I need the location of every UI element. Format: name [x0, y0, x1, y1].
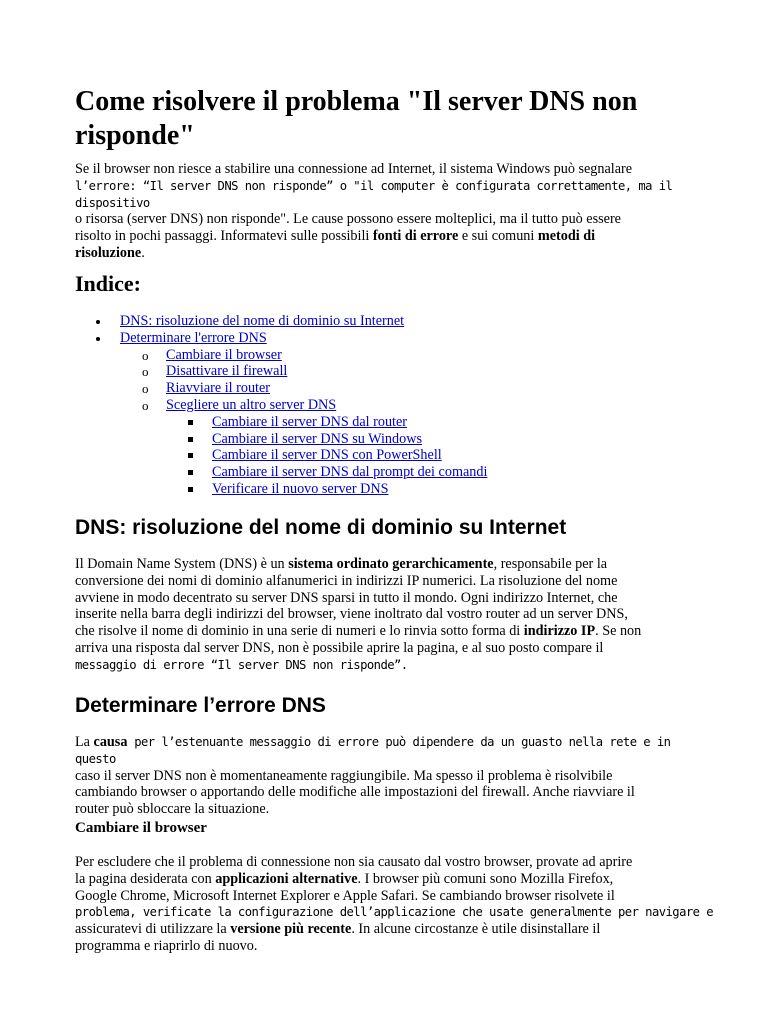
toc-link-disable-firewall[interactable]: Disattivare il firewall	[166, 363, 288, 380]
toc-link-restart-router[interactable]: Riavviare il router	[166, 380, 271, 397]
toc-item	[0, 431, 768, 448]
text-line: per l’estenuante messaggio di errore può dipendere da un guasto nella rete e in questo	[75, 735, 671, 766]
intro-paragraph	[75, 161, 715, 262]
toc-link-determine-error[interactable]: Determinare l'errore DNS	[120, 329, 267, 346]
toc-link-verify-dns[interactable]: Verificare il nuovo server DNS	[212, 480, 389, 497]
text-line: messaggio di errore “Il server DNS non risponde”.	[75, 657, 408, 672]
circle-bullet-icon: o	[142, 347, 149, 363]
text-line: inserite nella barra degli indirizzi del browser, viene inoltrato dal vostro router ad un server DNS,	[75, 606, 628, 623]
toc-link-dns-router[interactable]: Cambiare il server DNS dal router	[212, 413, 408, 430]
text-line: programma e riaprirlo di nuovo.	[75, 937, 258, 954]
text-line: avviene in modo decentrato su server DNS sparsi in tutto il mondo. Ogni indirizzo Internet, che	[75, 589, 618, 606]
toc-link-dns-resolution[interactable]: DNS: risoluzione del nome di dominio su Internet	[120, 313, 405, 329]
square-bullet-icon	[188, 470, 193, 475]
section3-paragraph	[75, 854, 715, 955]
square-bullet-icon	[188, 437, 193, 442]
toc-item	[0, 397, 768, 414]
toc-item	[0, 330, 768, 347]
subsection-heading-change-browser: Cambiare il browser	[75, 820, 207, 836]
section-heading-dns: DNS: risoluzione del nome di dominio su Internet	[75, 516, 567, 539]
text-line: cambiando browser o apportando delle modifiche alle impostazioni del firewall. Anche riavviare il	[75, 784, 635, 801]
intro-line: l’errore: “Il server DNS non risponde” o "il computer è configurata correttamente, ma il dispositivo	[75, 178, 673, 210]
text-line: che risolve il nome di dominio in una serie di numeri e lo rinvia sotto forma di	[75, 623, 524, 640]
text-line: . Se non	[595, 623, 642, 640]
toc-item	[0, 363, 768, 380]
toc-link-change-browser[interactable]: Cambiare il browser	[166, 346, 282, 363]
text-line: router può sbloccare la situazione.	[75, 801, 270, 818]
text-line: arriva una risposta dal server DNS, non è possibile aprire la pagina, e al suo posto compare il	[75, 639, 604, 656]
text-line: conversione dei nomi di dominio alfanumerici in indirizzi IP numerici. La risoluzione del nome	[75, 572, 618, 589]
text-line: Google Chrome, Microsoft Internet Explorer e Apple Safari. Se cambiando browser risolvete il	[75, 887, 615, 904]
text-line: . I browser più comuni sono Mozilla Firefox,	[357, 870, 614, 887]
text-line: Per escludere che il problema di connessione non sia causato dal vostro browser, provate ad aprire	[75, 854, 633, 870]
toc-item	[0, 414, 768, 431]
section2-paragraph	[75, 734, 715, 818]
text-line: La	[75, 734, 94, 750]
bold-phrase: risoluzione	[75, 244, 142, 261]
toc-item	[0, 464, 768, 481]
square-bullet-icon	[188, 487, 193, 492]
page-title: Come risolvere il problema "Il server DNS non risponde"	[75, 86, 638, 151]
table-of-contents	[0, 313, 768, 498]
bullet-icon	[96, 337, 100, 341]
text-line: assicuratevi di utilizzare la	[75, 921, 231, 938]
toc-item	[0, 380, 768, 397]
toc-link-dns-command-prompt[interactable]: Cambiare il server DNS dal prompt dei comandi	[212, 464, 488, 481]
bold-phrase: metodi di	[537, 228, 596, 245]
circle-bullet-icon: o	[142, 381, 149, 397]
bold-phrase: sistema ordinato gerarchicamente	[288, 556, 494, 572]
circle-bullet-icon: o	[142, 364, 149, 380]
intro-line: Se il browser non riesce a stabilire una connessione ad Internet, il sistema Windows può segnalare	[75, 161, 633, 177]
toc-link-choose-dns-server[interactable]: Scegliere un altro server DNS	[166, 396, 337, 413]
bullet-icon	[96, 320, 100, 324]
text-line: la pagina desiderata con	[75, 870, 216, 887]
bold-phrase: applicazioni alternative	[215, 870, 358, 887]
toc-item	[0, 313, 768, 330]
toc-item	[0, 481, 768, 498]
circle-bullet-icon: o	[142, 397, 149, 413]
text-line: Il Domain Name System (DNS) è un	[75, 556, 289, 572]
square-bullet-icon	[188, 453, 193, 458]
intro-line: .	[141, 244, 145, 261]
toc-item	[0, 347, 768, 364]
section1-paragraph	[75, 556, 715, 674]
toc-heading: Indice:	[75, 271, 141, 296]
text-line: , responsabile per la	[493, 556, 608, 572]
toc-link-dns-powershell[interactable]: Cambiare il server DNS con PowerShell	[212, 447, 442, 464]
toc-link-dns-windows[interactable]: Cambiare il server DNS su Windows	[212, 430, 422, 447]
text-line: problema, verificate la configurazione dell’applicazione che usate generalmente per navigare e	[75, 905, 714, 920]
section-heading-determine-error: Determinare l’errore DNS	[75, 694, 326, 717]
bold-phrase: causa	[93, 734, 128, 750]
bold-phrase: fonti di errore	[372, 228, 459, 245]
text-line: . In alcune circostanze è utile disinstallare il	[351, 921, 601, 938]
square-bullet-icon	[188, 420, 193, 425]
intro-line: e sui comuni	[458, 228, 538, 245]
toc-item	[0, 447, 768, 464]
text-line: caso il server DNS non è momentaneamente raggiungibile. Ma spesso il problema è risolvibile	[75, 767, 613, 784]
bold-phrase: versione più recente	[230, 921, 352, 938]
bold-phrase: indirizzo IP	[523, 623, 596, 640]
intro-line: o risorsa (server DNS) non risponde". Le cause possono essere molteplici, ma il tutto può essere	[75, 211, 621, 228]
intro-line: risolto in pochi passaggi. Informatevi sulle possibili	[75, 228, 373, 245]
